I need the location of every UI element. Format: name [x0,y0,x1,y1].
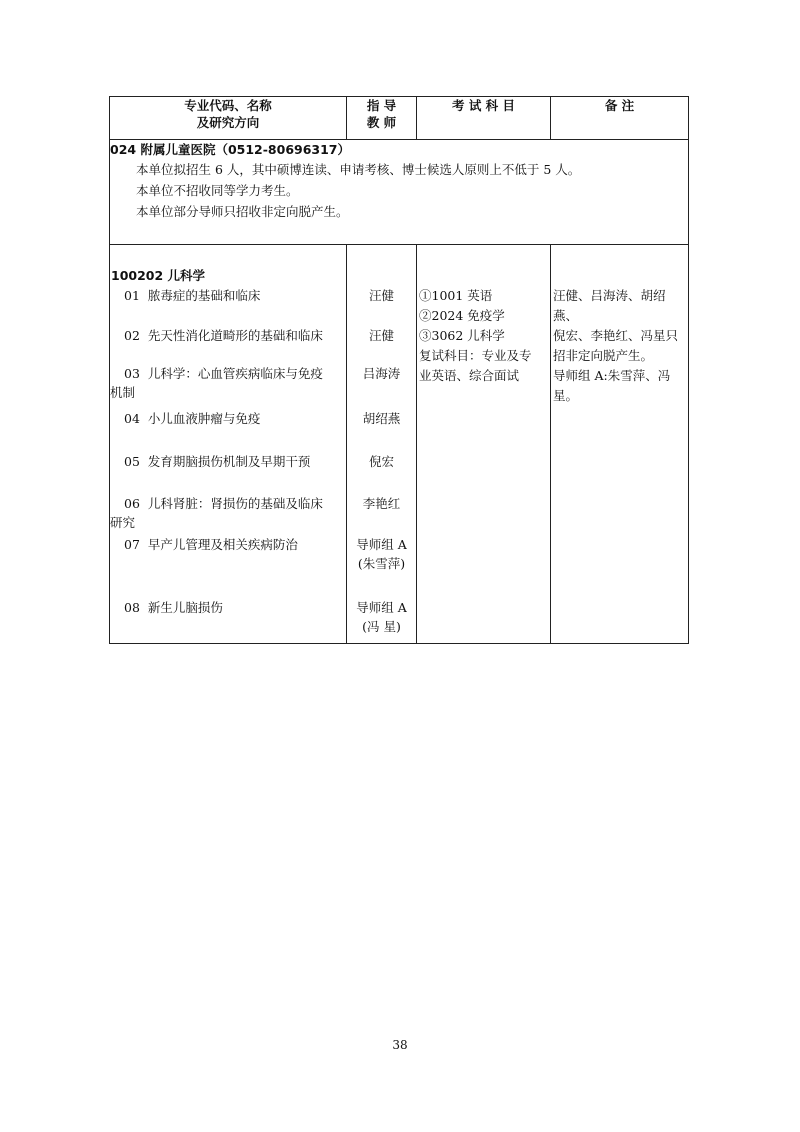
direction-code: 03 [124,366,140,381]
admission-catalog-table [109,96,689,644]
direction-code: 05 [124,454,140,469]
unit-title: 024 附属儿童医院（0512-80696317） [110,142,351,157]
direction-code: 07 [124,537,140,552]
header-col1-line2: 及研究方向 [196,115,260,130]
direction-item [110,409,346,452]
header-col2-line2: 教 师 [366,115,397,130]
supervisor-name: 导师组 A [356,537,407,552]
table-header-row [110,97,689,140]
remark-line: 汪健、吕海涛、胡绍燕、 [553,288,666,323]
remarks-cell [551,245,689,644]
unit-cell [110,140,689,245]
unit-note: 本单位不招收同等学力考生。 [136,183,299,198]
direction-name: 新生儿脑损伤 [147,600,223,615]
direction-code: 02 [124,328,140,343]
unit-note: 本单位部分导师只招收非定向脱产生。 [136,204,349,219]
direction-item [110,364,346,409]
header-col1-line1: 专业代码、名称 [184,98,272,113]
supervisor-group [347,598,416,640]
direction-name: 发育期脑损伤机制及早期干预 [147,454,311,469]
exam-line: ③3062 儿科学 [419,328,505,343]
page-number: 38 [392,1038,408,1052]
unit-note: 本单位拟招生 6 人，其中硕博连读、申请考核、博士候选人原则上不低于 5 人。 [136,162,581,177]
direction-item [110,494,346,535]
direction-name: 脓毒症的基础和临床 [147,288,261,303]
supervisor-name: 胡绍燕 [362,411,401,426]
supervisor-group [347,535,416,598]
direction-name: 儿科肾脏：肾损伤的基础及临床 [147,496,323,511]
major-directions-cell [110,245,347,644]
direction-code: 06 [124,496,140,511]
exam-line: 复试科目：专业及专 [419,348,532,363]
direction-name-continued: 机制 [110,385,136,400]
direction-name: 小儿血液肿瘤与免疫 [147,411,261,426]
unit-row [110,140,689,245]
remark-line: 倪宏、李艳红、冯星只 [553,328,679,343]
header-remarks: 备 注 [551,97,689,140]
header-col2-line1: 指 导 [366,98,397,113]
remark-line: 星。 [553,388,579,403]
exam-line: ①1001 英语 [419,288,493,303]
exam-subjects-cell [417,245,551,644]
supervisor-name: 导师组 A [356,600,407,615]
spacer [347,245,416,286]
major-title: 100202 儿科学 [111,268,206,283]
supervisor-member: (朱雪萍) [357,556,406,571]
direction-code: 01 [124,288,140,303]
supervisor-name: 吕海涛 [362,366,401,381]
supervisor-name: 李艳红 [362,496,401,511]
remark-line: 导师组 A:朱雪萍、冯 [553,368,671,383]
direction-name: 早产儿管理及相关疾病防治 [147,537,298,552]
spacer [551,245,688,286]
header-exam-subjects: 考 试 科 目 [417,97,551,140]
remark-line: 招非定向脱产生。 [553,348,654,363]
direction-item [110,452,346,494]
direction-code: 04 [124,411,140,426]
direction-item [110,326,346,364]
spacer [417,245,550,286]
exam-line: 业英语、综合面试 [419,368,520,383]
direction-item [110,286,346,326]
direction-name: 先天性消化道畸形的基础和临床 [147,328,323,343]
direction-item [110,535,346,598]
supervisor-name: 汪健 [368,288,394,303]
supervisor-name: 汪健 [368,328,394,343]
direction-name-continued: 研究 [110,515,136,530]
supervisor-member: (冯 星) [362,619,401,634]
supervisor-name: 倪宏 [368,454,394,469]
exam-line: ②2024 免疫学 [419,308,505,323]
direction-item [110,598,346,636]
direction-code: 08 [124,600,140,615]
supervisors-cell [347,245,417,644]
header-supervisor [347,97,417,140]
direction-name: 儿科学：心血管疾病临床与免疫 [147,366,323,381]
header-major-direction [110,97,347,140]
major-row [110,245,689,644]
